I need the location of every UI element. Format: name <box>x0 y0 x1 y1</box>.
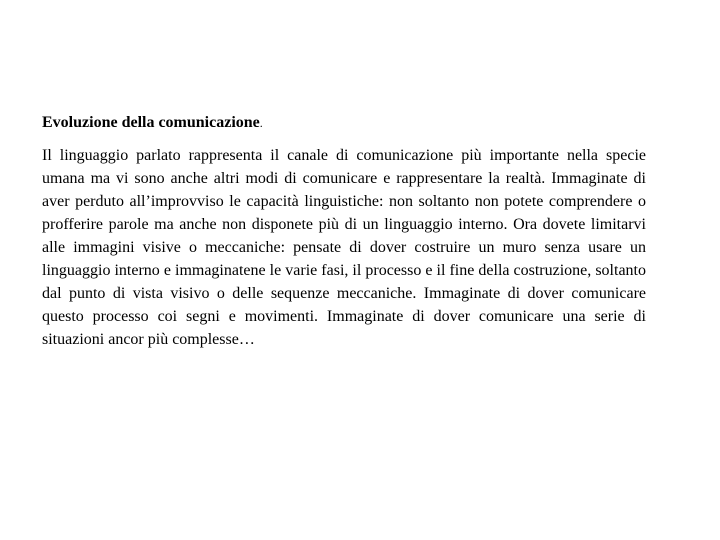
body-paragraph: Il linguaggio parlato rappresenta il canale di comunicazione più importante nella specie umana ma vi sono anche altri modi di comunicare e rappresentare la realtà. Immaginate di aver perduto all’improvviso le capacità linguistiche: non soltanto non potete comprendere o profferire parole ma anche non disponete più di un linguaggio interno. Ora dovete limitarvi alle immagini visive o meccaniche: pensate di dover costruire un muro senza usare un linguaggio interno e immaginatene le varie fasi, il processo e il fine della costruzione, soltanto dal punto di vista visivo o delle sequenze meccaniche. Immaginate di dover comunicare questo processo coi segni e movimenti. Immaginate di dover comunicare una serie di situazioni ancor più complesse… <box>42 147 646 348</box>
heading-period: . <box>259 116 263 130</box>
heading-title: Evoluzione della comunicazione <box>42 114 260 131</box>
text-block <box>42 112 646 351</box>
heading <box>42 112 646 134</box>
